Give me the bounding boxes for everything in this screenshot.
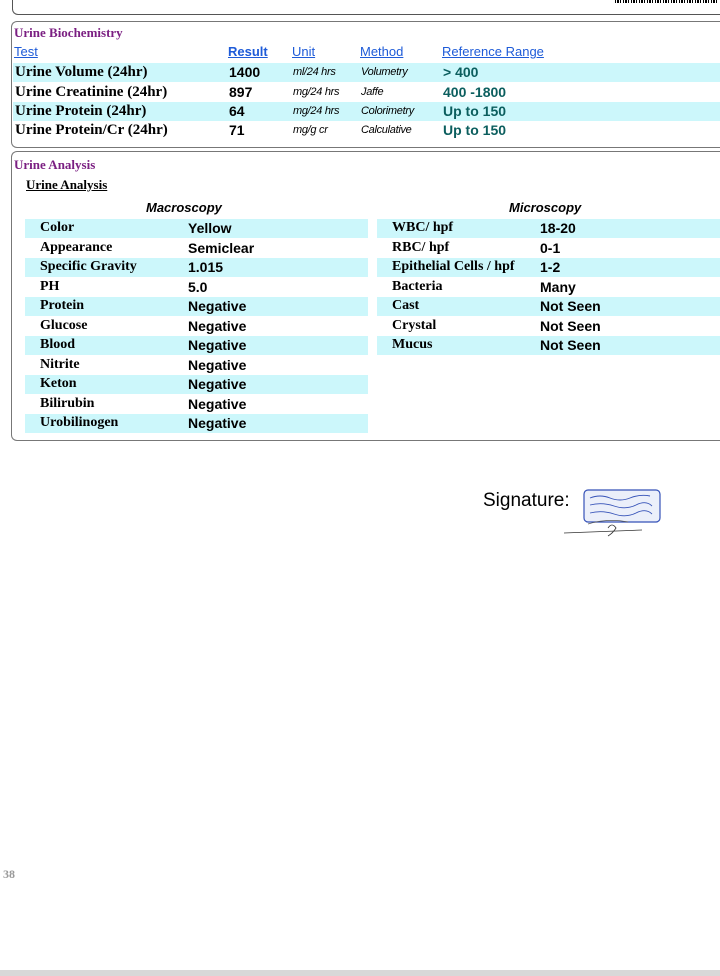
macroscopy-row [25, 239, 368, 258]
macroscopy-label: Bilirubin [40, 395, 95, 411]
macroscopy-label: Specific Gravity [40, 259, 137, 274]
macroscopy-row [25, 317, 368, 336]
test-name: Urine Protein/Cr (24hr) [15, 122, 168, 138]
microscopy-value: Not Seen [540, 298, 601, 314]
microscopy-label: WBC/ hpf [392, 220, 454, 235]
macroscopy-row [25, 336, 368, 355]
macroscopy-value: Negative [188, 356, 247, 373]
microscopy-row [377, 336, 720, 355]
macroscopy-value: 5.0 [188, 278, 208, 295]
section-subtitle: Urine Analysis [26, 177, 108, 192]
macroscopy-row [25, 219, 368, 238]
macroscopy-value: Negative [188, 376, 247, 392]
test-method: Volumetry [361, 66, 408, 78]
macroscopy-row [25, 356, 368, 375]
macroscopy-value: Negative [188, 337, 247, 353]
page-number: 38 [3, 867, 15, 881]
biochemistry-row [13, 63, 720, 82]
test-method: Jaffe [361, 86, 384, 98]
report-header-strip [12, 0, 720, 15]
reference-range: Up to 150 [443, 103, 507, 119]
microscopy-label: Bacteria [392, 278, 443, 294]
macroscopy-heading: Macroscopy [146, 200, 222, 215]
macroscopy-label: Urobilinogen [40, 415, 119, 430]
test-unit: mg/24 hrs [293, 86, 340, 98]
macroscopy-label: Blood [40, 337, 76, 352]
header-reference: Reference Range [442, 44, 544, 59]
macroscopy-row [25, 297, 368, 316]
signature-label: Signature: [483, 490, 570, 511]
macroscopy-label: Nitrite [40, 356, 80, 372]
test-unit: mg/g cr [293, 124, 328, 136]
macroscopy-label: Appearance [40, 239, 113, 255]
macroscopy-value: Negative [188, 395, 247, 412]
microscopy-value: 1-2 [540, 259, 561, 275]
macroscopy-value: Negative [188, 298, 247, 314]
header-method: Method [360, 44, 404, 59]
test-name: Urine Protein (24hr) [15, 103, 147, 119]
macroscopy-value: Negative [188, 317, 247, 334]
test-unit: ml/24 hrs [293, 66, 336, 78]
microscopy-row [377, 297, 720, 316]
test-result: 71 [229, 122, 245, 138]
biochemistry-row [13, 83, 720, 102]
header-unit: Unit [292, 44, 316, 59]
macroscopy-value: Yellow [188, 220, 232, 236]
microscopy-value: Not Seen [540, 317, 601, 334]
microscopy-row [377, 258, 720, 277]
macroscopy-row [25, 414, 368, 433]
macroscopy-label: Protein [40, 298, 85, 313]
test-result: 1400 [229, 64, 261, 80]
macroscopy-label: Keton [40, 376, 77, 391]
urine-biochemistry-section [11, 21, 720, 148]
microscopy-row [377, 239, 720, 258]
macroscopy-label: PH [40, 278, 60, 294]
barcode [615, 0, 719, 3]
doctor-stamp [560, 478, 670, 548]
test-unit: mg/24 hrs [293, 105, 340, 117]
urine-analysis-section [11, 151, 720, 441]
macroscopy-value: 1.015 [188, 259, 224, 275]
macroscopy-value: Semiclear [188, 239, 255, 256]
macroscopy-row [25, 258, 368, 277]
macroscopy-row [25, 375, 368, 394]
macroscopy-row [25, 278, 368, 297]
microscopy-row [377, 278, 720, 297]
reference-range: > 400 [443, 64, 479, 80]
test-name: Urine Creatinine (24hr) [15, 84, 168, 100]
microscopy-label: Mucus [392, 337, 433, 352]
microscopy-row [377, 219, 720, 238]
microscopy-label: Cast [392, 298, 420, 313]
macroscopy-label: Color [40, 220, 75, 235]
header-result: Result [228, 44, 268, 59]
microscopy-value: 18-20 [540, 220, 576, 236]
reference-range: Up to 150 [443, 122, 507, 138]
biochemistry-row [13, 121, 720, 140]
section-title: Urine Biochemistry [14, 25, 123, 40]
microscopy-value: Many [540, 278, 576, 295]
microscopy-row [377, 317, 720, 336]
test-result: 64 [229, 103, 245, 119]
header-test: Test [14, 44, 38, 59]
microscopy-label: Crystal [392, 317, 437, 333]
biochemistry-row [13, 102, 720, 121]
test-name: Urine Volume (24hr) [15, 64, 148, 80]
microscopy-value: 0-1 [540, 239, 561, 256]
test-method: Colorimetry [361, 105, 414, 117]
test-result: 897 [229, 84, 253, 100]
microscopy-label: Epithelial Cells / hpf [392, 259, 515, 274]
reference-range: 400 -1800 [443, 84, 507, 100]
macroscopy-label: Glucose [40, 317, 88, 333]
test-method: Calculative [361, 124, 412, 136]
section-title: Urine Analysis [14, 157, 96, 172]
macroscopy-row [25, 395, 368, 414]
macroscopy-value: Negative [188, 415, 247, 431]
microscopy-label: RBC/ hpf [392, 239, 450, 255]
microscopy-heading: Microscopy [509, 200, 582, 215]
microscopy-value: Not Seen [540, 337, 601, 353]
page-bottom-edge [0, 970, 720, 976]
